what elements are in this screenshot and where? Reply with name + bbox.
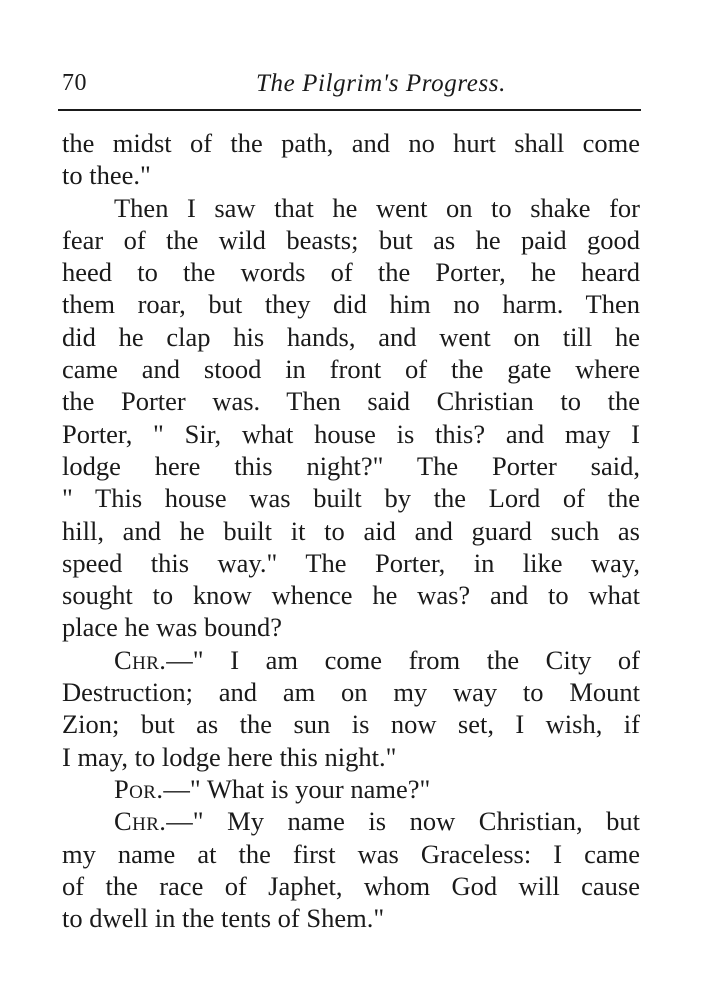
text-line: of the race of Japhet, whom God will cause <box>62 870 640 901</box>
text-line: sought to know whence he was? and to what <box>62 580 640 611</box>
text-line: lodge here this night?" The Porter said, <box>62 450 640 481</box>
speech-first-line <box>62 773 640 805</box>
text-line: the Porter was. Then said Christian to the <box>62 386 640 417</box>
text-line: came and stood in front of the gate where <box>62 354 640 385</box>
speaker-name: Chr. <box>114 644 167 675</box>
running-title: The Pilgrim's Progress. <box>256 70 506 97</box>
text-line: place he was bound? <box>62 612 283 643</box>
text-line: to thee." <box>62 160 151 191</box>
speech-first-line <box>62 805 640 837</box>
speech-text: —" I am come from the City of <box>166 644 640 675</box>
speech-text: —" My name is now Christian, but <box>166 806 640 837</box>
header-rule <box>58 109 641 111</box>
text-line: my name at the first was Graceless: I came <box>62 838 640 869</box>
text-line: I may, to lodge here this night." <box>62 741 397 772</box>
text-line: Destruction; and am on my way to Mount <box>62 677 640 708</box>
speaker-name: Por. <box>114 773 164 804</box>
page-header <box>62 70 640 106</box>
text-line: hill, and he built it to aid and guard such as <box>62 515 640 546</box>
text-line: them roar, but they did him no harm. Then <box>62 289 640 320</box>
text-line: to dwell in the tents of Shem." <box>62 903 385 934</box>
speaker-name: Chr. <box>114 806 167 837</box>
text-line: heed to the words of the Porter, he heard <box>62 257 640 288</box>
text-line: fear of the wild beasts; but as he paid good <box>62 224 640 255</box>
text-line: Then I saw that he went on to shake for <box>114 192 640 223</box>
text-line: Porter, " Sir, what house is this? and may I <box>62 418 640 449</box>
page-number: 70 <box>62 70 87 96</box>
text-line: Zion; but as the sun is now set, I wish, if <box>62 709 640 740</box>
text-line: " This house was built by the Lord of the <box>62 483 640 514</box>
text-line: speed this way." The Porter, in like way, <box>62 547 640 578</box>
text-line: did he clap his hands, and went on till he <box>62 321 640 352</box>
speech-text: —" What is your name?" <box>163 773 431 804</box>
speech-first-line <box>62 644 640 676</box>
body-text <box>62 127 640 934</box>
text-line: the midst of the path, and no hurt shall come <box>62 128 640 158</box>
